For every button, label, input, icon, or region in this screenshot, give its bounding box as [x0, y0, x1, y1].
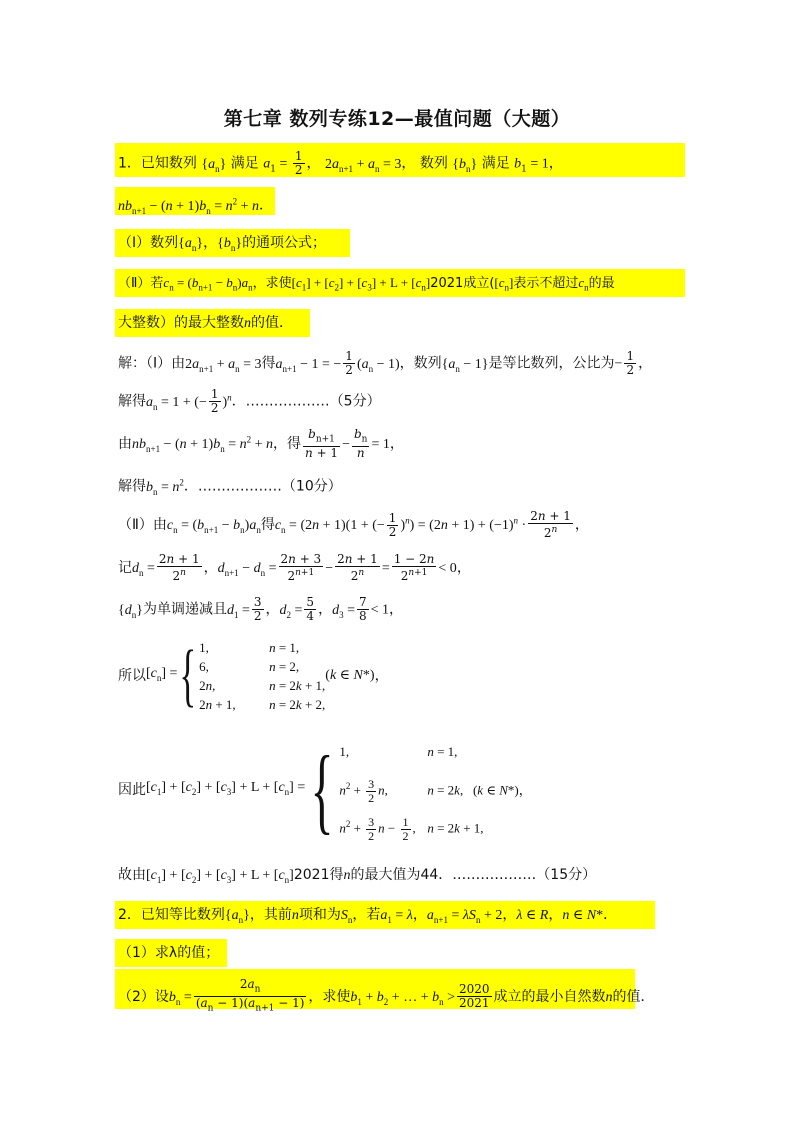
page-title: 第七章 数列专练12—最值问题（大题） [223, 108, 571, 130]
q1-stem-line1: 1．已知数列 $\{a_n\}$ 满足 $a_1$ = $\frac{1}{2}$ ， $2a_{n+1} + a_n = 3$， 数列 $\{b_n\}$ 满足 $b_1 = 1$， [118, 149, 563, 177]
solution-line10: 故由$[c_1] + [c_2] + [c_3] + L + [c_n]2021$得n的最大值为44．………………（15分） [118, 867, 597, 885]
solution-line4: 解得$b_n = n^2$．………………（10分） [118, 477, 342, 497]
q2-part2: （2）设$b_n$ = $\frac{2a_n}{(a_n - 1)(a_{n+1} - 1)}$ ，求使$b_1 + b_2$ + … + $b_n$ > $\frac{2020}{2021}$ 成立的最小自然数n的值． [118, 977, 655, 1014]
solution-line8: 所以 $[c_n]$ = { 1, n = 1, 6, n = 2, 2n, n = 2k + 1, 2n + 1, n = 2k + 2, (k ∈ N*) ， [118, 637, 389, 714]
q1-part2-line1: （Ⅱ）若$c_n = (b_{n+1} - b_n)a_n$，求使$[c_1] + [c_2] + [c_3] + L + [c_n]2021$成立($[c_n]$表示不超过$c_n$的最 [118, 275, 615, 293]
q1-stem-line2: $nb_{n+1} - (n + 1)b_n = n^2 + n$． [118, 196, 274, 216]
solution-line1: 解：（Ⅰ）由$2a_{n+1} + a_n = 3$得$a_{n+1} - 1$ = − $\frac{1}{2}$ $(a_n - 1)$，数列$\{a_n - 1\}$是等比数列，公比为− $\frac{1}{2}$ ， [118, 349, 653, 377]
cn-cases: 1, n = 1, 6, n = 2, 2n, n = 2k + 1, 2n + 1, n = 2k + 2, [199, 640, 326, 712]
q2-stem: 2．已知等比数列$\{a_n\}$，其前n项和为$S_n$，若$a_1 = \lambda$，$a_{n+1} = \lambda S_n + 2$，λ ∈ R，n ∈ N*． [118, 907, 618, 925]
solution-line9: 因此 $[c_1] + [c_2] + [c_3] + L + [c_n]$ = { 1, n = 1, $n^2$ + $\frac{3}{2}$ n, n = 2k, (k ∈ N*)， $n^2$ + $\frac{3}{2}$ n − $\frac{1}{2}$ , n = 2k + 1, [118, 735, 532, 846]
sum-cases: 1, n = 1, $n^2$ + $\frac{3}{2}$ n, n = 2k, (k ∈ N*)， $n^2$ + $\frac{3}{2}$ n − $\frac{1}{2}$ , n = 2k + 1, [339, 744, 532, 844]
solution-line5: （Ⅱ）由$c_n = (b_{n+1} - b_n)a_n$得$c_n = (2n + 1)(1$ + (− $\frac{1}{2}$ )$^n) = (2n + 1) + (-1)^n$ · $\frac{2n + 1}{2^n}$ ， [118, 509, 589, 540]
solution-line6: 记$d_n$ = $\frac{2n + 1}{2^n}$ ，$d_{n+1} - d_n$ = $\frac{2n + 3}{2^{n+1}}$ − $\frac{2n + 1}{2^n}$ = $\frac{1 - 2n}{2^{n+1}}$ < 0， [118, 552, 471, 583]
solution-line7: $\{d_n\}$为单调递减且$d_1$ = $\frac{3}{2}$ ，$d_2$ = $\frac{5}{4}$ ，$d_3$ = $\frac{7}{8}$ < 1， [118, 595, 404, 623]
solution-line3: 由$nb_{n+1} - (n + 1)b_n = n^2 + n$，得 $\frac{b_{n+1}}{n + 1}$ − $\frac{b_n}{n}$ = 1， [118, 427, 404, 461]
q2-part1: （1）求λ的值； [118, 945, 220, 961]
solution-line2: 解得$a_n = 1$ + (− $\frac{1}{2}$ )$^n$．………………（5分） [118, 387, 381, 416]
q1-part2-line2: 大整数）的最大整数n的值． [118, 315, 293, 331]
q1-part1: （Ⅰ）数列$\{a_n\}$，$\{b_n\}$的通项公式； [118, 235, 327, 253]
